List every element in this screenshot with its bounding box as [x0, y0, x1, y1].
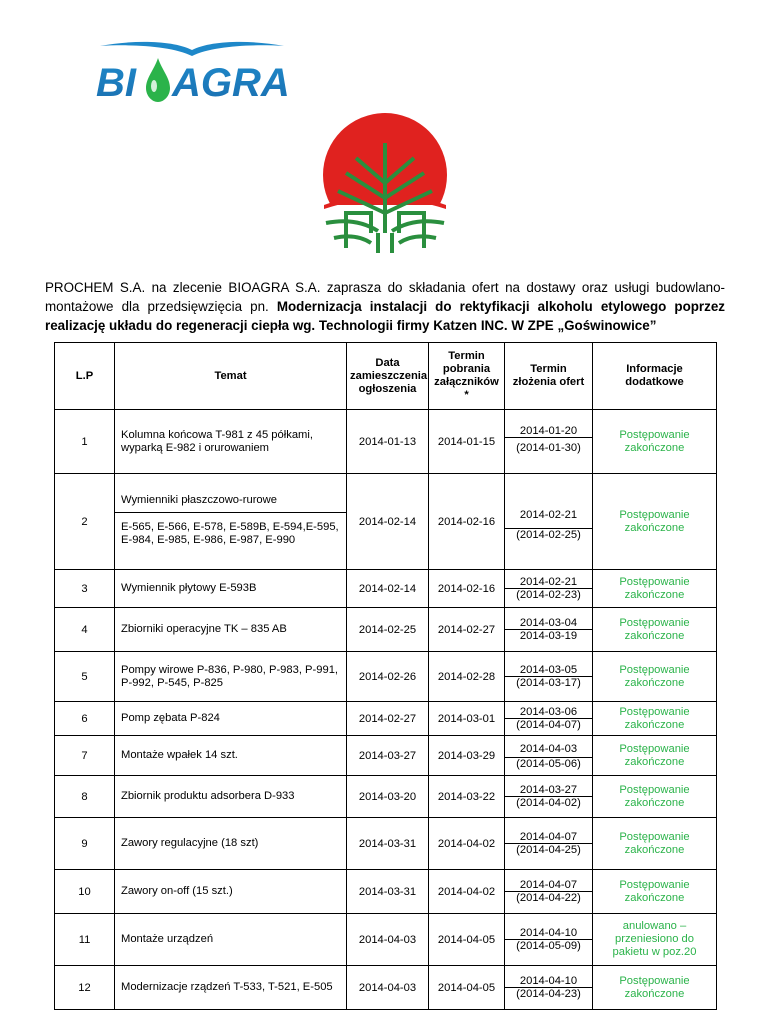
- header-date-posted: Data zamieszczenia ogłoszenia: [347, 343, 429, 410]
- row-posted: 2014-03-31: [347, 818, 429, 870]
- row-lp: 10: [55, 870, 115, 914]
- intro-paragraph: [45, 278, 725, 335]
- row-download: 2014-03-01: [429, 702, 505, 736]
- header-info: Informacje dodatkowe: [593, 343, 717, 410]
- row-submit-date: 2014-04-10: [519, 927, 578, 939]
- row-posted: 2014-02-27: [347, 702, 429, 736]
- logo-text: BI: [96, 61, 136, 105]
- row-submit-date: 2014-03-05: [519, 664, 578, 676]
- header-date-download: Termin pobrania załączników *: [429, 343, 505, 410]
- table-row: [55, 702, 717, 736]
- row-posted: 2014-01-13: [347, 410, 429, 474]
- row-topic: Pomp zębata P-824: [115, 702, 347, 736]
- row-info: Postępowanie zakończone: [593, 570, 717, 608]
- row-submit-extended: (2014-05-09): [505, 939, 592, 952]
- row-lp: 5: [55, 652, 115, 702]
- row-submit-date: 2014-03-27: [519, 784, 578, 796]
- row-posted: 2014-03-27: [347, 736, 429, 776]
- row-info: Postępowanie zakończone: [593, 702, 717, 736]
- row-submit-date: 2014-02-21: [519, 509, 578, 521]
- row-topic: Zbiorniki operacyjne TK – 835 AB: [115, 608, 347, 652]
- row-submit: [505, 736, 593, 776]
- row-topic: Pompy wirowe P-836, P-980, P-983, P-991, P-992, P-545, P-825: [115, 652, 347, 702]
- row-submit-extended: (2014-04-22): [505, 891, 592, 904]
- row-lp: 7: [55, 736, 115, 776]
- row-info: Postępowanie zakończone: [593, 474, 717, 570]
- row-submit-extended: (2014-03-17): [505, 676, 592, 689]
- row-submit-date: 2014-02-21: [519, 576, 578, 588]
- row-submit-extended: (2014-04-25): [505, 843, 592, 856]
- row-submit-extended: (2014-04-02): [505, 796, 592, 809]
- row-lp: 4: [55, 608, 115, 652]
- row-submit-date: 2014-04-10: [519, 975, 578, 987]
- row-submit: [505, 410, 593, 474]
- row-topic: Wymiennik płytowy E-593B: [115, 570, 347, 608]
- row-download: 2014-03-22: [429, 776, 505, 818]
- row-download: 2014-02-28: [429, 652, 505, 702]
- row-posted: 2014-02-26: [347, 652, 429, 702]
- row-topic: Montaże urządzeń: [115, 914, 347, 966]
- bioagra-logo: [92, 38, 292, 108]
- row-download: 2014-02-16: [429, 570, 505, 608]
- row-submit: [505, 966, 593, 1010]
- row-submit: [505, 818, 593, 870]
- row-info: Postępowanie zakończone: [593, 608, 717, 652]
- row-topic: Kolumna końcowa T-981 z 45 półkami, wyparką E-982 i orurowaniem: [115, 410, 347, 474]
- row-submit: [505, 652, 593, 702]
- row-lp: 6: [55, 702, 115, 736]
- row-topic: Zawory regulacyjne (18 szt): [115, 818, 347, 870]
- row-download: 2014-04-05: [429, 966, 505, 1010]
- table-row: [55, 608, 717, 652]
- row-posted: 2014-02-14: [347, 474, 429, 570]
- row-info: Postępowanie zakończone: [593, 870, 717, 914]
- row-info: Postępowanie zakończone: [593, 966, 717, 1010]
- row-posted: 2014-03-31: [347, 870, 429, 914]
- row-submit: [505, 702, 593, 736]
- row-submit: [505, 570, 593, 608]
- drop-icon: [146, 58, 170, 102]
- table-row: [55, 914, 717, 966]
- row-submit-extended: (2014-04-07): [505, 718, 592, 731]
- row-lp: 1: [55, 410, 115, 474]
- header-date-submit: Termin złożenia ofert: [505, 343, 593, 410]
- row-submit-extended: (2014-04-23): [505, 987, 592, 1000]
- svg-text:AGRA: AGRA: [172, 61, 290, 105]
- row-topic: Zbiornik produktu adsorbera D-933: [115, 776, 347, 818]
- row-lp: 3: [55, 570, 115, 608]
- row-lp: 2: [55, 474, 115, 570]
- row-submit-date: 2014-04-03: [519, 743, 578, 755]
- row-submit-date: 2014-03-04: [519, 617, 578, 629]
- tenders-table: [54, 342, 717, 1010]
- row-lp: 8: [55, 776, 115, 818]
- table-row: [55, 818, 717, 870]
- row-download: 2014-02-27: [429, 608, 505, 652]
- row-lp: 11: [55, 914, 115, 966]
- row-info: anulowano – przeniesiono do pakietu w poz.20: [593, 914, 717, 966]
- project-title: Modernizacja instalacji do rektyfikacji alkoholu etylowego poprzez realizację układu do regeneracji ciepła wg. Technologii firmy Katzen INC. W ZPE „Goświnowice”: [45, 299, 725, 333]
- row-download: 2014-04-05: [429, 914, 505, 966]
- row-topic: Montaże wpałek 14 szt.: [115, 736, 347, 776]
- row-posted: 2014-04-03: [347, 966, 429, 1010]
- row-submit-extended: (2014-02-23): [505, 588, 592, 601]
- row-submit-date: 2014-04-07: [519, 831, 578, 843]
- row-posted: 2014-03-20: [347, 776, 429, 818]
- header-lp: L.P: [55, 343, 115, 410]
- row-submit-date: 2014-04-07: [519, 879, 578, 891]
- table-row: [55, 736, 717, 776]
- row-topic: Modernizacje rządzeń T-533, T-521, E-505: [115, 966, 347, 1010]
- table-row: [55, 966, 717, 1010]
- row-submit: [505, 474, 593, 570]
- row-info: Postępowanie zakończone: [593, 818, 717, 870]
- row-info: Postępowanie zakończone: [593, 652, 717, 702]
- table-row: [55, 570, 717, 608]
- row-submit-extended: (2014-05-06): [505, 757, 592, 770]
- row-submit-extended: (2014-02-25): [505, 528, 592, 541]
- row-topic: [115, 474, 347, 570]
- row-submit-date: 2014-03-06: [519, 706, 578, 718]
- row-download: 2014-03-29: [429, 736, 505, 776]
- row-lp: 9: [55, 818, 115, 870]
- row-submit: [505, 608, 593, 652]
- intro-text: PROCHEM S.A. na zlecenie BIOAGRA S.A. zaprasza do składania ofert na dostawy oraz usługi budowlano-montażowe dla przedsięwzięcia pn.: [45, 280, 725, 314]
- row-download: 2014-02-16: [429, 474, 505, 570]
- emblem-icon: [316, 113, 454, 263]
- table-header-row: [55, 343, 717, 410]
- row-posted: 2014-02-14: [347, 570, 429, 608]
- row-download: 2014-04-02: [429, 818, 505, 870]
- row-submit-date: 2014-01-20: [519, 424, 578, 437]
- row-info: Postępowanie zakończone: [593, 776, 717, 818]
- row-submit-extended: 2014-03-19: [505, 629, 592, 642]
- header-topic: Temat: [115, 343, 347, 410]
- row-posted: 2014-04-03: [347, 914, 429, 966]
- row-topic: Zawory on-off (15 szt.): [115, 870, 347, 914]
- row-info: Postępowanie zakończone: [593, 736, 717, 776]
- row-download: 2014-01-15: [429, 410, 505, 474]
- row-posted: 2014-02-25: [347, 608, 429, 652]
- row-submit: [505, 776, 593, 818]
- row-info: Postępowanie zakończone: [593, 410, 717, 474]
- row-submit-extended: (2014-01-30): [505, 437, 592, 459]
- row-topic-title: Wymienniki płaszczowo-rurowe: [115, 488, 346, 513]
- table-row: [55, 870, 717, 914]
- row-submit: [505, 914, 593, 966]
- table-row: [55, 776, 717, 818]
- table-row: [55, 652, 717, 702]
- table-row: [55, 474, 717, 570]
- row-topic-detail: E-565, E-566, E-578, E-589B, E-594,E-595, E-984, E-985, E-986, E-987, E-990: [121, 521, 339, 546]
- row-lp: 12: [55, 966, 115, 1010]
- row-submit: [505, 870, 593, 914]
- row-download: 2014-04-02: [429, 870, 505, 914]
- table-row: [55, 410, 717, 474]
